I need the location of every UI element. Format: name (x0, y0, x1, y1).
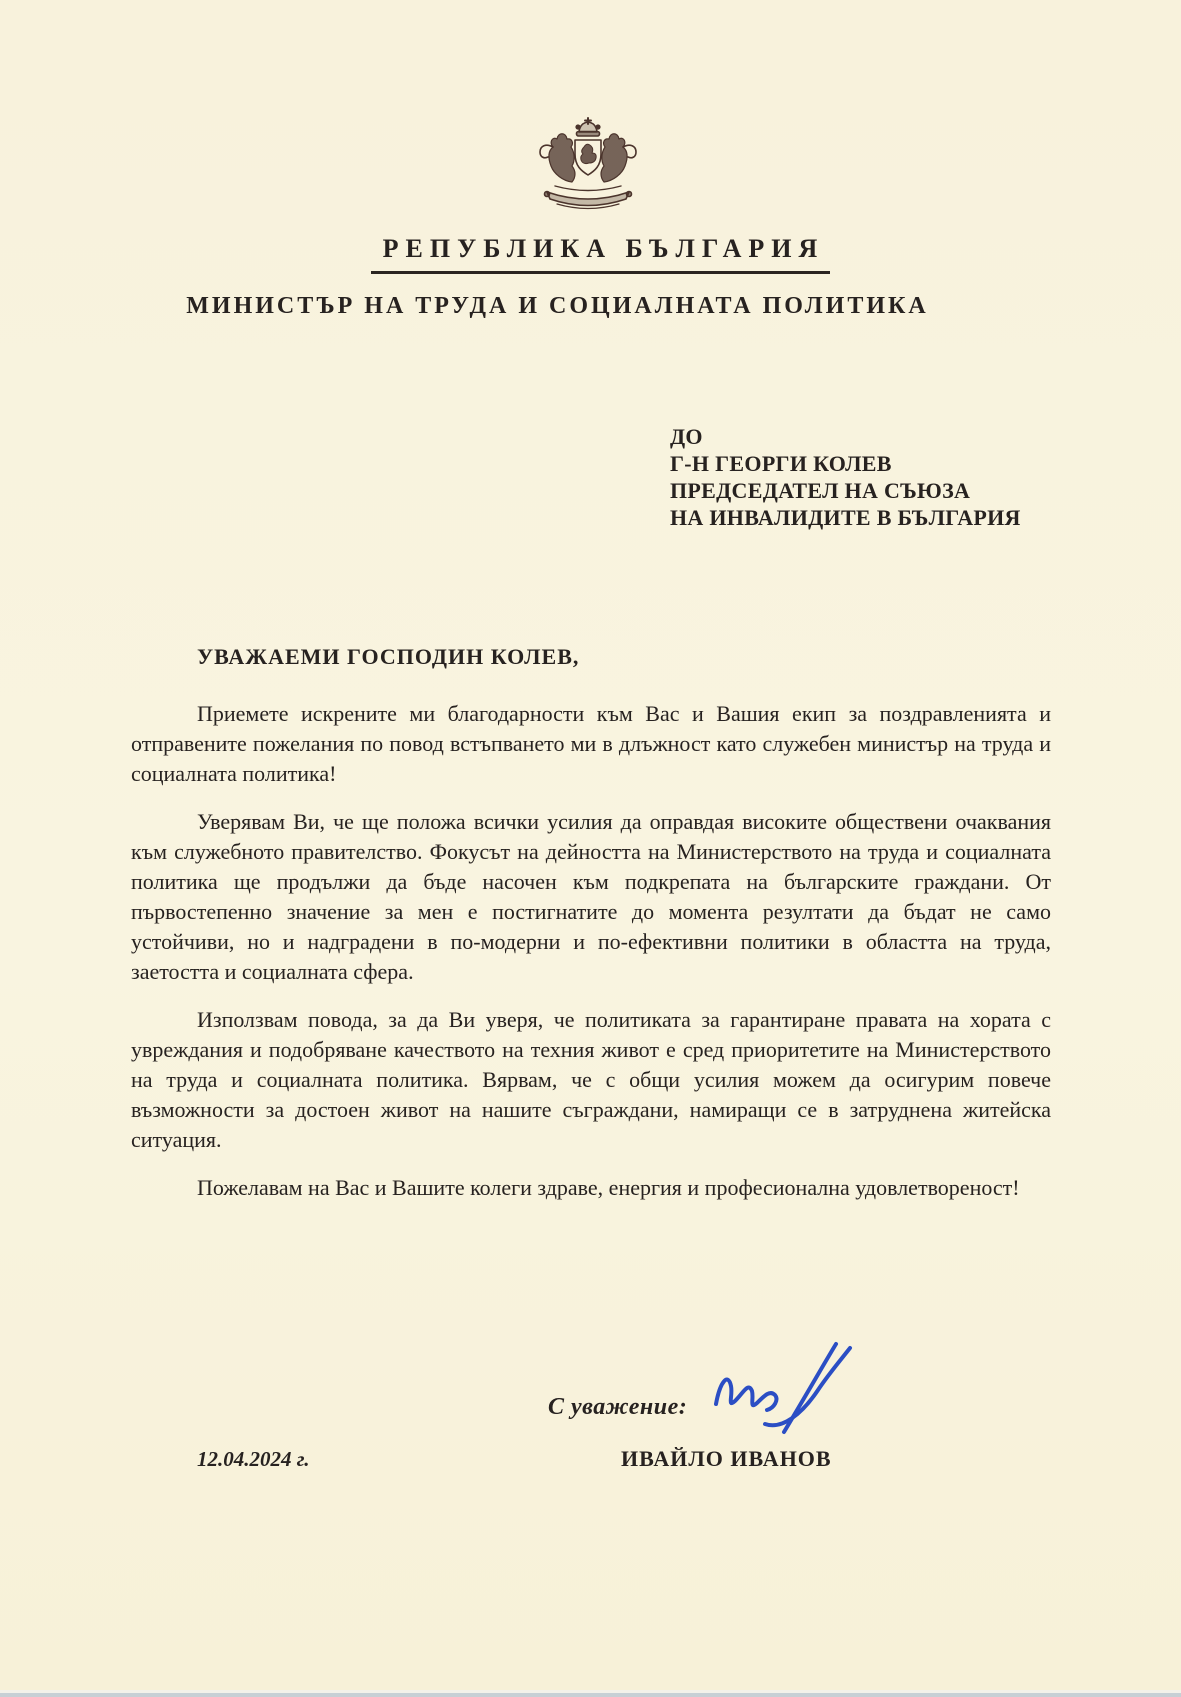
scan-edge (0, 1693, 1181, 1697)
ministry-title: МИНИСТЪР НА ТРУДА И СОЦИАЛНАТА ПОЛИТИКА (186, 293, 929, 319)
handwritten-signature-icon (708, 1340, 858, 1442)
body-paragraph: Уверявам Ви, че ще положа всички усилия да оправдая високите обществени очаквания към служебното правителство. Фокусът на дейността на Министерството на труда и социалната политика ще продължи да бъде насочен към подкрепата на българските граждани. От първостепенно значение за мен е постигнатите до момента резултати да бъдат не само устойчиви, но и надградени в по-модерни и по-ефективни политики в областта на труда, заетостта и социалната сфера. (131, 809, 1051, 984)
body-paragraph: Пожелавам на Вас и Вашите колеги здраве, енергия и професионална удовлетвореност! (197, 1175, 1020, 1200)
bulgaria-coat-of-arms-icon (527, 116, 649, 218)
valediction: С уважение: (548, 1394, 688, 1420)
body-paragraph: Приемете искрените ми благодарности към Вас и Вашия екип за поздравленията и отправените пожелания по повод встъпването ми в длъжност като служебен министър на труда и социалната политика! (131, 701, 1051, 786)
recipient-line: ПРЕДСЕДАТЕЛ НА СЪЮЗА (670, 478, 971, 503)
letter-body (131, 699, 1051, 1221)
recipient-line: ДО (670, 424, 703, 449)
recipient-line: Г-Н ГЕОРГИ КОЛЕВ (670, 451, 892, 476)
signer-name: ИВАЙЛО ИВАНОВ (621, 1446, 832, 1471)
body-paragraph: Използвам повода, за да Ви уверя, че политиката за гарантиране правата на хората с увреждания и подобряване качеството на техния живот е сред приоритетите на Министерството на труда и социалната политика. Вярвам, че с общи усилия можем да осигурим повече възможности за достоен живот на нашите съграждани, намиращи се в затруднена житейска ситуация. (131, 1007, 1051, 1152)
recipient-line: НА ИНВАЛИДИТЕ В БЪЛГАРИЯ (670, 505, 1021, 530)
header (0, 234, 1181, 274)
letter-date: 12.04.2024 г. (197, 1447, 310, 1471)
salutation: УВАЖАЕМИ ГОСПОДИН КОЛЕВ, (197, 644, 580, 669)
recipient-block (670, 423, 1021, 531)
republic-title: РЕПУБЛИКА БЪЛГАРИЯ (371, 234, 831, 274)
